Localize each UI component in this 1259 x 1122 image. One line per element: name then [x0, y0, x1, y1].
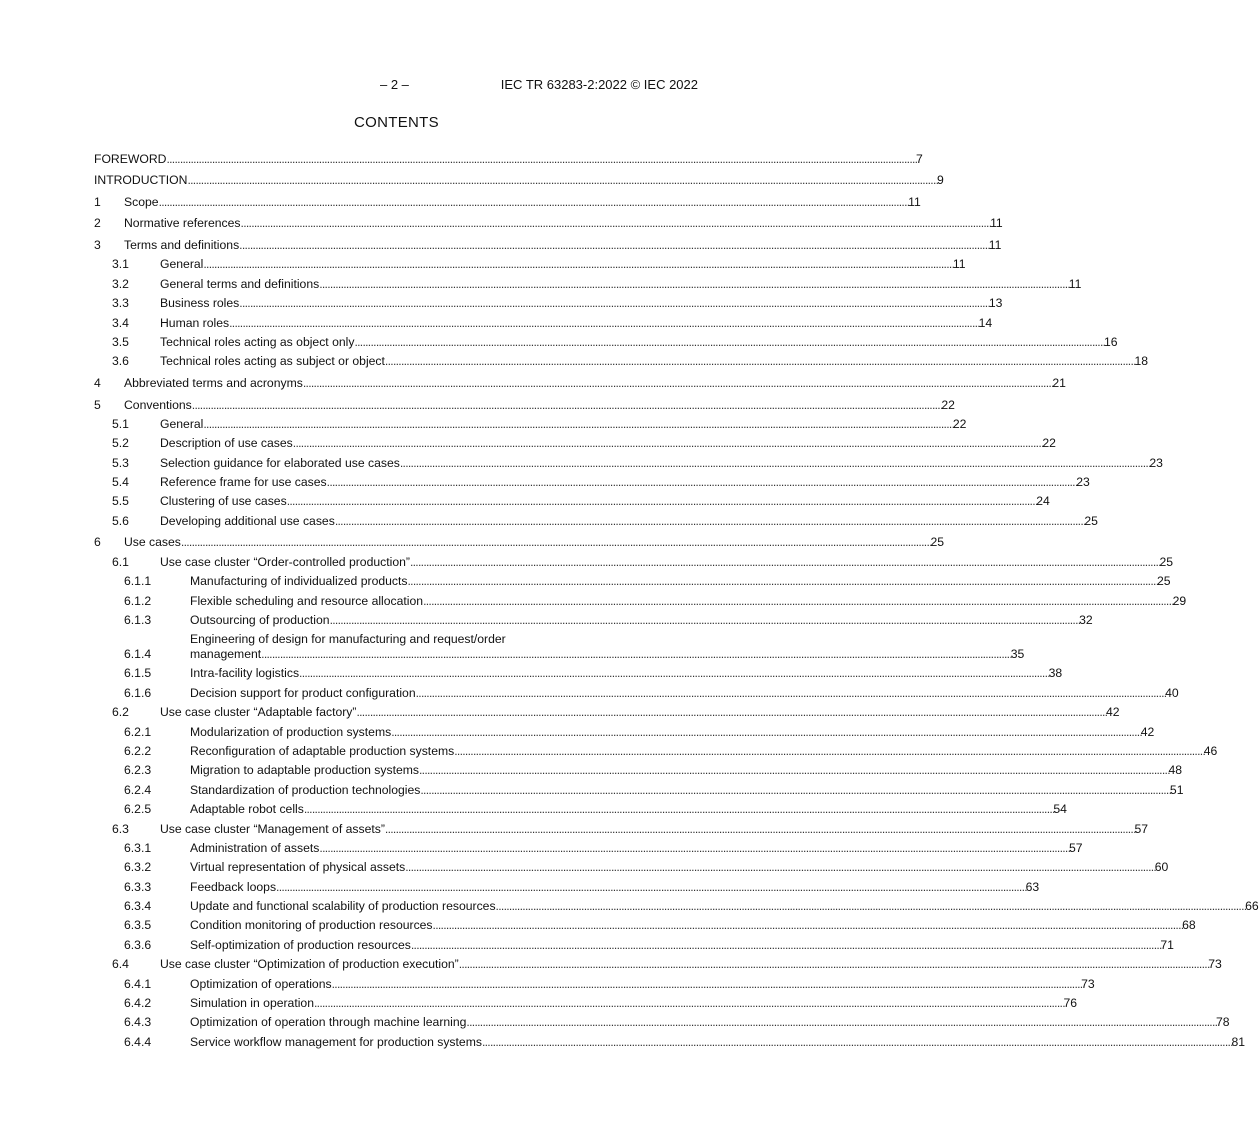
dot-leader	[356, 705, 1106, 720]
dot-leader	[330, 613, 1080, 628]
toc-entry[interactable]	[94, 914, 1196, 933]
toc-entry-label: Intra-facility logistics	[190, 666, 300, 681]
toc-entry-label: General	[160, 416, 204, 431]
toc-entry-label: Human roles	[160, 315, 230, 330]
dot-leader	[423, 594, 1173, 609]
toc-entry-label: Use case cluster “Optimization of production execution”	[160, 957, 459, 972]
toc-entry-page: 22	[952, 416, 967, 431]
toc-entry[interactable]	[94, 167, 944, 189]
toc-entry-label: Engineering of design for manufacturing and request/order	[190, 632, 506, 646]
toc-entry-label: Self-optimization of production resources	[190, 937, 411, 952]
toc-entry-number: 5	[94, 397, 101, 412]
toc-entry-label: Flexible scheduling and resource allocation	[190, 593, 424, 608]
toc-entry[interactable]	[94, 311, 993, 330]
toc-entry-label: Reference frame for use cases	[160, 475, 327, 490]
toc-entry-label: General terms and definitions	[160, 276, 320, 291]
toc-entry-number: 6.4.2	[124, 996, 152, 1011]
toc-entry-number: 6.3.3	[124, 879, 152, 894]
toc-entry-label: Manufacturing of individualized products	[190, 574, 408, 589]
toc-entry-label: Normative references	[124, 216, 241, 231]
toc-entry-page: 22	[941, 397, 955, 412]
toc-entry[interactable]	[94, 933, 1174, 952]
toc-entry-label: Simulation in operation	[190, 996, 314, 1011]
toc-entry[interactable]	[94, 145, 923, 167]
toc-entry-page: 29	[1172, 593, 1187, 608]
toc-entry-page: 18	[1134, 354, 1149, 369]
toc-entry-page: 42	[1140, 724, 1155, 739]
toc-entry-label: Optimization of operation through machine learning	[190, 1015, 467, 1030]
toc-entry-page: 32	[1079, 613, 1093, 627]
toc-entry-label: INTRODUCTION	[94, 173, 188, 188]
toc-entry-number: 3.5	[112, 334, 129, 349]
toc-entry[interactable]	[94, 231, 1002, 253]
toc-entry-label: Outsourcing of production	[190, 613, 330, 627]
toc-entry-page: 63	[1025, 879, 1040, 894]
toc-entry-page: 35	[1010, 647, 1025, 661]
toc-entry-number: 6.3.4	[124, 899, 152, 914]
dot-leader	[459, 957, 1209, 972]
toc-entry-number: 6.1.3	[124, 613, 152, 627]
dot-leader	[187, 173, 937, 188]
toc-entry-page: 42	[1106, 705, 1120, 720]
dot-leader	[287, 494, 1037, 509]
toc-entry-page: 73	[1208, 957, 1222, 972]
toc-entry-page: 25	[930, 535, 945, 550]
toc-entry[interactable]	[94, 391, 955, 413]
toc-entry-number: 5.6	[112, 513, 129, 528]
toc-entry-page: 11	[908, 194, 921, 209]
toc-entry[interactable]	[94, 490, 1050, 509]
dot-leader	[433, 918, 1183, 933]
toc-entry-label: Description of use cases	[160, 436, 293, 451]
dot-leader	[482, 1035, 1232, 1050]
toc-entry-number: 6.2	[112, 705, 129, 720]
toc-entry[interactable]	[94, 188, 921, 210]
toc-entry-number: 6.3	[112, 821, 129, 836]
dot-leader	[276, 880, 1026, 895]
toc-entry-page: 38	[1048, 666, 1063, 681]
toc-entry[interactable]	[94, 681, 1179, 700]
toc-entry-number: 6.4.3	[124, 1015, 152, 1030]
dot-leader	[411, 938, 1161, 953]
toc-entry-label: Feedback loops	[190, 879, 277, 894]
toc-entry-number: 5.3	[112, 455, 129, 470]
dot-leader	[466, 1015, 1216, 1030]
dot-leader	[229, 316, 979, 331]
toc-entry-page: 7	[916, 151, 923, 166]
toc-entry-page: 51	[1169, 782, 1184, 797]
toc-entry[interactable]	[94, 432, 1056, 451]
dot-leader	[299, 666, 1049, 681]
toc-entry-page: 46	[1203, 743, 1218, 758]
toc-entry-number: 6.2.3	[124, 763, 152, 778]
toc-entry-number: 6.4.1	[124, 976, 152, 991]
toc-entry-label: Reconfiguration of adaptable production systems	[190, 743, 455, 758]
dot-leader	[293, 436, 1043, 451]
toc-entry-label: Service workflow management for production systems	[190, 1034, 482, 1049]
dot-leader	[419, 763, 1169, 778]
dot-leader	[327, 475, 1077, 490]
toc-entry-number: 6.2.1	[124, 724, 152, 739]
toc-entry-number: 6.2.5	[124, 802, 152, 817]
toc-entry-label: Technical roles acting as object only	[160, 334, 355, 349]
toc-entry-number: 6.3.5	[124, 918, 152, 933]
toc-entry[interactable]	[94, 798, 1067, 817]
toc-entry-number: 3	[94, 237, 101, 252]
toc-entry-label: Migration to adaptable production systems	[190, 763, 419, 778]
toc-entry-label: Decision support for product configuration	[190, 685, 416, 700]
toc-entry[interactable]	[94, 210, 1003, 232]
toc-entry-page: 23	[1076, 475, 1090, 490]
toc-entry-number: 5.1	[112, 416, 129, 431]
toc-entry-number: 5.2	[112, 436, 129, 451]
toc-entry-number: 6.1.4	[124, 647, 152, 661]
toc-entry-page: 9	[936, 173, 944, 188]
toc-entry-label: Virtual representation of physical assets	[190, 860, 406, 875]
dot-leader	[332, 977, 1082, 992]
dot-leader	[391, 725, 1141, 740]
toc-entry-page: 40	[1165, 685, 1179, 700]
toc-entry-page: 11	[1068, 276, 1082, 291]
dot-leader	[304, 802, 1054, 817]
toc-entry-number: 4	[94, 375, 101, 390]
toc-entry-number: 6	[94, 535, 101, 550]
toc-entry-page: 14	[978, 315, 993, 330]
toc-entry-label: Abbreviated terms and acronyms	[124, 375, 303, 390]
toc-entry[interactable]	[94, 589, 1187, 608]
dot-leader	[385, 822, 1135, 837]
dot-leader	[407, 574, 1157, 589]
toc-entry-label: Use case cluster “Order-controlled production”	[160, 554, 410, 569]
dot-leader	[454, 744, 1204, 759]
toc-entry-page: 24	[1036, 494, 1050, 509]
toc-entry[interactable]	[94, 331, 1118, 350]
toc-entry[interactable]	[94, 471, 1090, 490]
toc-entry-label: Use case cluster “Adaptable factory”	[160, 705, 357, 720]
toc-entry-number: 6.3.1	[124, 840, 152, 855]
toc-entry-label: Terms and definitions	[124, 237, 240, 252]
toc-entry-page: 11	[952, 257, 966, 272]
toc-entry-number: 6.1.1	[124, 574, 152, 589]
toc-entry-label: Adaptable robot cells	[190, 802, 304, 817]
toc-entry-page: 25	[1159, 554, 1174, 569]
toc-entry-page: 48	[1168, 763, 1183, 778]
dot-leader	[319, 841, 1069, 856]
toc-entry-page: 13	[988, 296, 1003, 311]
page-title: CONTENTS	[354, 114, 439, 131]
toc-entry-label: Condition monitoring of production resources	[190, 918, 433, 933]
toc-entry-page: 81	[1231, 1034, 1246, 1049]
dot-leader	[261, 647, 1011, 662]
toc-entry-page: 57	[1068, 840, 1083, 855]
document-identifier: IEC TR 63283-2:2022 © IEC 2022	[500, 77, 698, 92]
toc-entry-label: FOREWORD	[94, 151, 167, 166]
toc-entry-number: 2	[94, 216, 101, 231]
toc-entry[interactable]	[94, 529, 945, 551]
toc-entry[interactable]	[94, 992, 1078, 1011]
toc-entry-label: Use cases	[124, 535, 181, 550]
toc-entry-page: 76	[1063, 996, 1078, 1011]
toc-entry-page: 68	[1182, 918, 1196, 933]
toc-entry-number: 3.3	[112, 296, 129, 311]
toc-entry-number: 6.2.4	[124, 782, 152, 797]
page-number: – 2 –	[380, 77, 409, 92]
toc-entry-number: 6.1.6	[124, 685, 152, 700]
toc-entry-number: 6.1.2	[124, 593, 152, 608]
toc-entry-label: Scope	[124, 194, 159, 209]
toc-entry-page: 54	[1053, 802, 1067, 817]
toc-entry[interactable]	[94, 413, 967, 432]
toc-entry[interactable]	[94, 570, 1171, 589]
toc-entry-label: Conventions	[124, 397, 192, 412]
toc-entry-number: 6.2.2	[124, 743, 152, 758]
toc-entry[interactable]	[94, 272, 1082, 291]
toc-entry[interactable]	[94, 509, 1098, 528]
toc-entry-page: 21	[1052, 375, 1066, 390]
toc-entry[interactable]	[94, 662, 1063, 681]
toc-entry[interactable]	[94, 895, 1259, 914]
dot-leader	[354, 335, 1104, 350]
dot-leader	[192, 398, 942, 413]
page-header	[0, 77, 793, 93]
toc-entry-label: Business roles	[160, 296, 240, 311]
dot-leader	[303, 376, 1053, 391]
toc-entry-page: 25	[1084, 513, 1098, 528]
toc-entry-page: 78	[1215, 1015, 1230, 1030]
toc-entry-label: Use case cluster “Management of assets”	[160, 821, 385, 836]
toc-entry[interactable]	[94, 369, 1066, 391]
toc-entry[interactable]	[94, 875, 1040, 894]
toc-entry[interactable]	[94, 451, 1163, 470]
toc-entry[interactable]	[94, 759, 1183, 778]
toc-entry[interactable]	[94, 856, 1169, 875]
toc-entry-page: 11	[990, 216, 1003, 231]
table-of-contents	[94, 145, 1259, 1050]
toc-entry-page: 60	[1154, 860, 1169, 875]
toc-entry[interactable]	[94, 1030, 1246, 1049]
dot-leader	[385, 354, 1135, 369]
toc-entry[interactable]	[94, 628, 1025, 662]
toc-entry-label-continued: management	[190, 647, 262, 661]
dot-leader	[239, 238, 989, 253]
toc-entry-page: 66	[1245, 899, 1259, 914]
dot-leader	[166, 152, 916, 167]
dot-leader	[400, 456, 1150, 471]
toc-entry-label: Optimization of operations	[190, 976, 332, 991]
toc-entry[interactable]	[94, 972, 1095, 991]
toc-entry[interactable]	[94, 837, 1083, 856]
toc-entry-number: 6.1	[112, 554, 129, 569]
dot-leader	[405, 860, 1155, 875]
toc-entry-number: 6.3.6	[124, 937, 152, 952]
dot-leader	[159, 195, 909, 210]
toc-entry-number: 3.4	[112, 315, 129, 330]
toc-entry-label: General	[160, 257, 204, 272]
toc-entry-label: Modularization of production systems	[190, 724, 392, 739]
dot-leader	[241, 216, 991, 231]
toc-entry-number: 1	[94, 194, 101, 209]
toc-entry-number: 6.3.2	[124, 860, 152, 875]
dot-leader	[239, 296, 989, 311]
dot-leader	[410, 555, 1160, 570]
toc-entry[interactable]	[94, 292, 1003, 311]
toc-entry[interactable]	[94, 953, 1222, 972]
dot-leader	[203, 417, 953, 432]
toc-entry-label: Standardization of production technologies	[190, 782, 421, 797]
toc-entry[interactable]	[94, 1011, 1230, 1030]
dot-leader	[335, 514, 1085, 529]
dot-leader	[203, 257, 953, 272]
toc-entry-label: Administration of assets	[190, 840, 320, 855]
toc-entry-number: 5.4	[112, 475, 129, 490]
toc-entry[interactable]	[94, 720, 1155, 739]
toc-entry-label: Clustering of use cases	[160, 494, 287, 509]
toc-entry-label: Technical roles acting as subject or object	[160, 354, 385, 369]
toc-entry[interactable]	[94, 701, 1120, 720]
toc-entry-number: 3.1	[112, 257, 129, 272]
dot-leader	[496, 899, 1246, 914]
toc-entry-page: 23	[1149, 455, 1163, 470]
toc-entry[interactable]	[94, 253, 966, 272]
toc-entry-label: Selection guidance for elaborated use cases	[160, 455, 400, 470]
dot-leader	[420, 783, 1170, 798]
toc-entry-number: 6.4	[112, 957, 129, 972]
dot-leader	[416, 686, 1166, 701]
toc-entry[interactable]	[94, 350, 1149, 369]
toc-entry-page: 22	[1042, 436, 1056, 451]
dot-leader	[181, 535, 931, 550]
toc-entry[interactable]	[94, 778, 1184, 797]
toc-entry-number: 6.1.5	[124, 666, 152, 681]
toc-entry-number: 3.6	[112, 354, 129, 369]
toc-entry-number: 6.4.4	[124, 1034, 152, 1049]
toc-entry[interactable]	[94, 550, 1174, 569]
toc-entry[interactable]	[94, 740, 1218, 759]
toc-entry-page: 57	[1134, 821, 1148, 836]
toc-entry[interactable]	[94, 817, 1148, 836]
toc-entry-page: 71	[1160, 937, 1174, 952]
toc-entry-page: 73	[1081, 976, 1095, 991]
toc-entry[interactable]	[94, 609, 1093, 628]
toc-entry-page: 25	[1157, 574, 1171, 589]
toc-entry-label: Update and functional scalability of production resources	[190, 899, 496, 914]
toc-entry-page: 11	[988, 237, 1002, 252]
toc-entry-number: 5.5	[112, 494, 129, 509]
toc-entry-label: Developing additional use cases	[160, 513, 335, 528]
toc-entry-page: 16	[1103, 334, 1118, 349]
dot-leader	[314, 996, 1064, 1011]
toc-entry-number: 3.2	[112, 276, 129, 291]
dot-leader	[319, 277, 1069, 292]
